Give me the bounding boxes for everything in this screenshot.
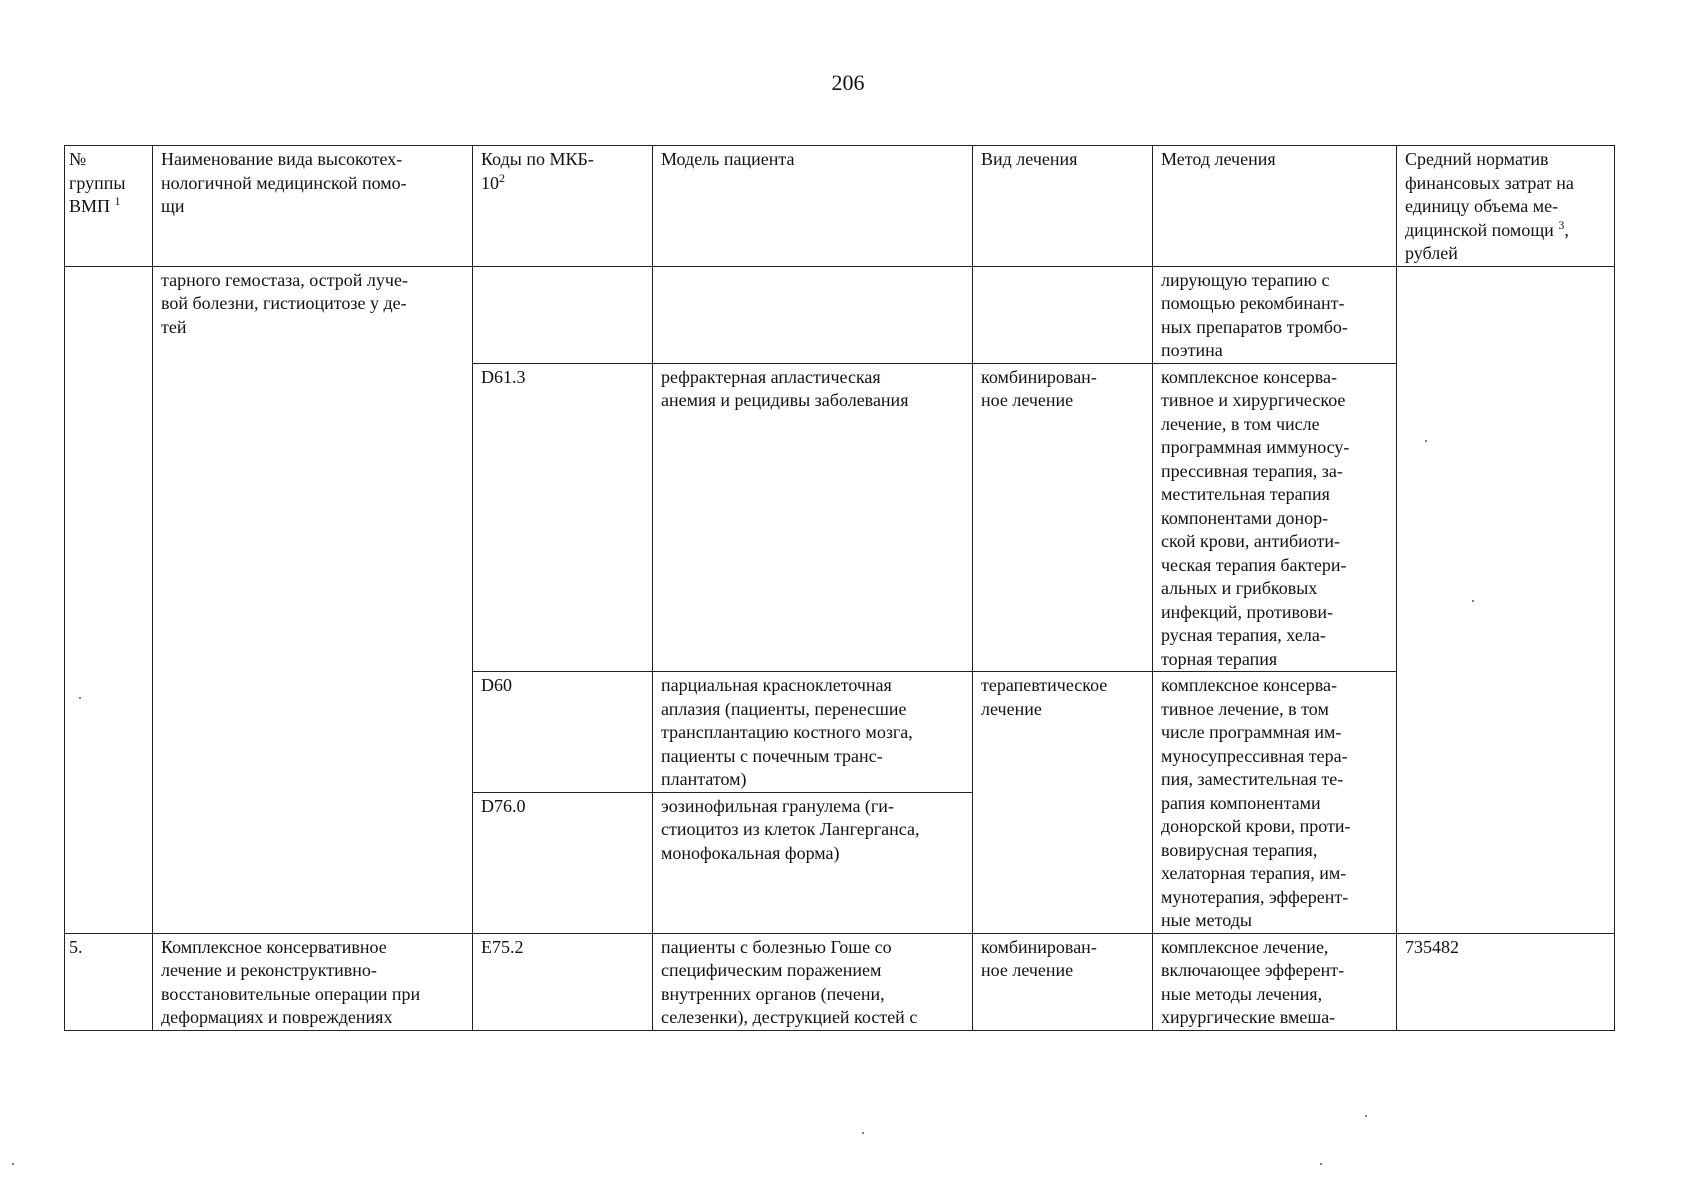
cell-cost-norm: 735482	[1397, 933, 1615, 1030]
scan-speck	[1320, 1163, 1322, 1165]
cell-treatment-method: комплексное консерва- тивное лечение, в том числе программная им- муносупрессивная тера- пия, заместительная те- рапия компонентами донорской крови, проти- вовирусная терапия, хелаторная терапия, им- мунотерапия, эфферент- ные методы	[1153, 672, 1397, 934]
cell-patient-model	[653, 266, 973, 363]
cell-patient-model: эозинофильная гранулема (ги- стиоцитоз из клеток Лангерганса, монофокальная форма)	[653, 792, 973, 933]
cell-treatment-type: комбинирован- ное лечение	[973, 363, 1153, 672]
header-care-type: Наименование вида высокотех- нологичной медицинской помо- щи	[153, 146, 473, 267]
cell-patient-model: рефрактерная апластическая анемия и рецидивы заболевания	[653, 363, 973, 672]
cell-treatment-method: комплексное лечение, включающее эфферент- ные методы лечения, хирургические вмеша-	[1153, 933, 1397, 1030]
table-header-row	[65, 146, 1615, 267]
footnote-mark: 1	[114, 194, 121, 208]
header-treatment-type: Вид лечения	[973, 146, 1153, 267]
cell-icd-code: E75.2	[473, 933, 653, 1030]
cell-treatment-type	[973, 266, 1153, 363]
scan-speck	[1365, 1115, 1367, 1117]
scan-speck	[79, 697, 81, 699]
vmp-table	[64, 145, 1615, 1031]
cell-treatment-method: комплексное консерва- тивное и хирургическое лечение, в том числе программная иммуносу- прессивная терапия, за- местительная терапия компонентами донор- ской крови, антибиоти- ческая терапия бактери- альных и грибковых инфекций, противови- русная терапия, хела- торная терапия	[1153, 363, 1397, 672]
footnote-mark: 2	[499, 170, 505, 185]
cell-care-type: Комплексное консервативное лечение и реконструктивно- восстановительные операции при деформациях и повреждениях	[153, 933, 473, 1030]
table-row	[65, 266, 1615, 363]
cell-group-no: 5.	[65, 933, 153, 1030]
page-number: 206	[831, 70, 865, 95]
header-group-no: № группы ВМП $^1$	[65, 146, 153, 267]
scan-speck	[1472, 600, 1474, 602]
cell-cost-norm	[1397, 266, 1615, 933]
header-treatment-method: Метод лечения	[1153, 146, 1397, 267]
cell-group-no	[65, 266, 153, 933]
cell-icd-code	[473, 266, 653, 363]
cell-treatment-method: лирующую терапию с помощью рекомбинант- ных препаратов тромбо- поэтина	[1153, 266, 1397, 363]
cell-care-type: тарного гемостаза, острой луче- вой болезни, гистиоцитозе у де- тей	[153, 266, 473, 933]
cell-icd-code: D60	[473, 672, 653, 793]
header-patient-model: Модель пациента	[653, 146, 973, 267]
scan-speck	[862, 1132, 864, 1134]
footnote-mark: 3	[1558, 217, 1565, 232]
cell-icd-code: D76.0	[473, 792, 653, 933]
cell-patient-model: парциальная красноклеточная аплазия (пациенты, перенесшие трансплантацию костного мозга, пациенты с почечным транс- плантатом)	[653, 672, 973, 793]
cell-patient-model: пациенты с болезнью Гоше со специфическим поражением внутренних органов (печени, селезенки), деструкцией костей с	[653, 933, 973, 1030]
header-icd-codes: Коды по МКБ- $10^2$	[473, 146, 653, 267]
scan-speck	[1425, 440, 1427, 442]
header-cost-norm: Средний норматив финансовых затрат на единицу объема ме- дицинской помощи $^3$, рублей	[1397, 146, 1615, 267]
cell-icd-code: D61.3	[473, 363, 653, 672]
cell-treatment-type: терапевтическое лечение	[973, 672, 1153, 934]
table-row	[65, 933, 1615, 1030]
cell-treatment-type: комбинирован- ное лечение	[973, 933, 1153, 1030]
scan-speck	[12, 1163, 14, 1165]
